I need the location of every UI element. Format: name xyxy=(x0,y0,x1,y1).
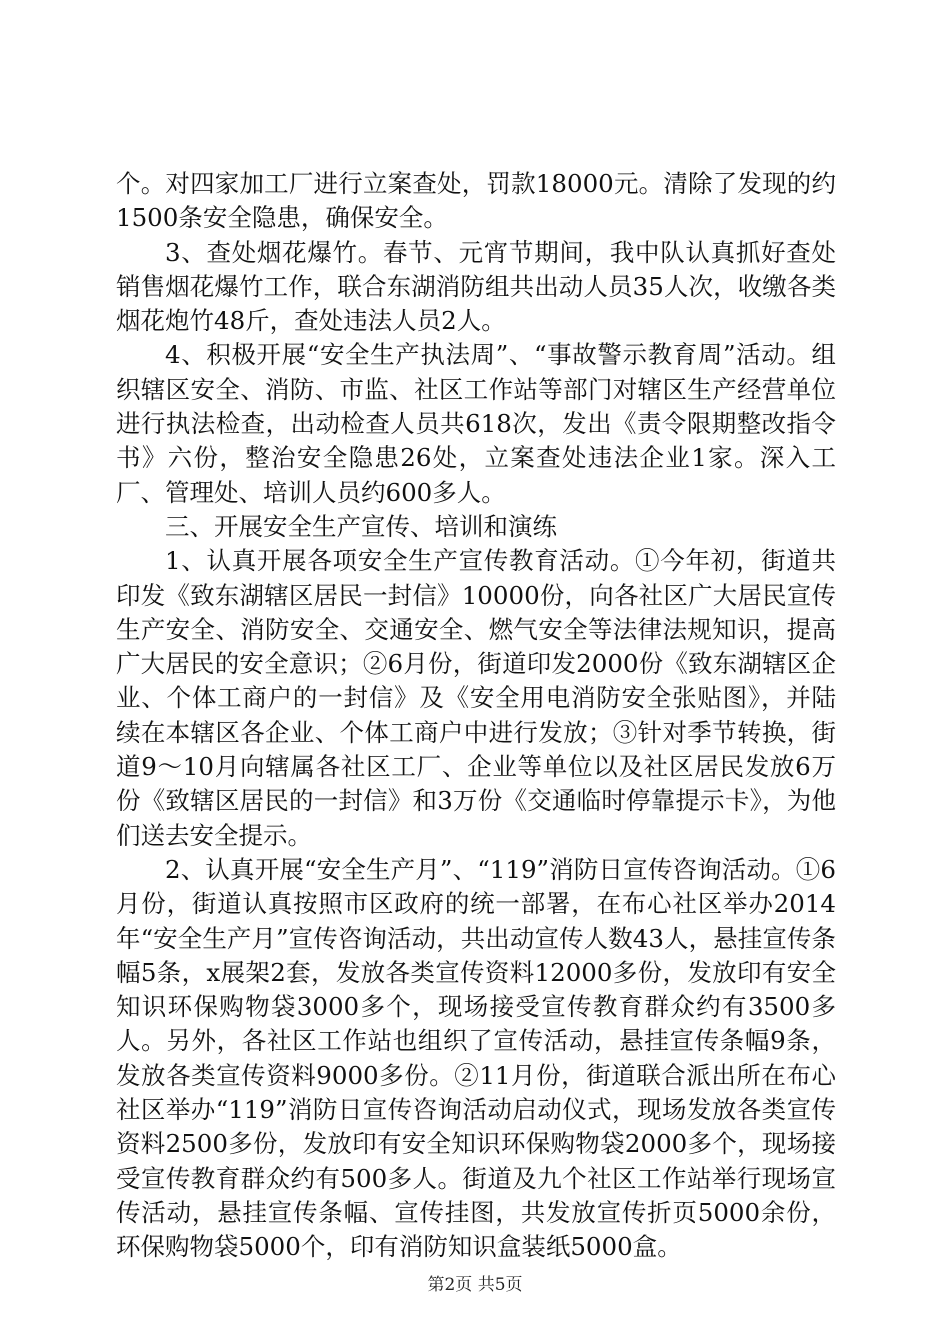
paragraph-continuation: 个。对四家加工厂进行立案查处，罚款18000元。清除了发现的约1500条安全隐患，确保安全。 xyxy=(116,169,836,233)
page-footer: 第2页 共5页 xyxy=(427,1275,523,1295)
paragraph-fireworks: 3、查处烟花爆竹。春节、元宵节期间，我中队认真抓好查处销售烟花爆竹工作，联合东湖消防组共出动人员35人次，收缴各类烟花炮竹48斤，查处违法人员2人。 xyxy=(116,237,836,336)
paragraph-enforcement-week: 4、积极开展“安全生产执法周”、“事故警示教育周”活动。组织辖区安全、消防、市监、社区工作站等部门对辖区生产经营单位进行执法检查，出动检查人员共618次，发出《责令限期整改指令书》六份，整治安全隐患26处，立案查处违法企业1家。深入工厂、管理处、培训人员约600多人。 xyxy=(116,340,836,507)
paragraph-publicity: 1、认真开展各项安全生产宣传教育活动。①今年初，街道共印发《致东湖辖区居民一封信》10000份，向各社区广大居民宣传生产安全、消防安全、交通安全、燃气安全等法律法规知识，提高广大居民的安全意识；②6月份，街道印发2000份《致东湖辖区企业、个体工商户的一封信》及《安全用电消防安全张贴图》，并陆续在本辖区各企业、个体工商户中进行发放；③针对季节转换，街道9～10月向辖属各社区工厂、企业等单位以及社区居民发放6万份《致辖区居民的一封信》和3万份《交通临时停靠提示卡》，为他们送去安全提示。 xyxy=(116,546,836,850)
paragraph-safety-month: 2、认真开展“安全生产月”、“119”消防日宣传咨询活动。①6月份，街道认真按照市区政府的统一部署，在布心社区举办2014年“安全生产月”宣传咨询活动，共出动宣传人数43人，悬挂宣传条幅5条，x展架2套，发放各类宣传资料12000多份，发放印有安全知识环保购物袋3000多个，现场接受宣传教育群众约有3500多人。另外，各社区工作站也组织了宣传活动，悬挂宣传条幅9条，发放各类宣传资料9000多份。②11月份，街道联合派出所在布心社区举办“119”消防日宣传咨询活动启动仪式，现场发放各类宣传资料2500多份，发放印有安全知识环保购物袋2000多个，现场接受宣传教育群众约有500多人。街道及九个社区工作站举行现场宣传活动，悬挂宣传条幅、宣传挂图，共发放宣传折页5000余份，环保购物袋5000个，印有消防知识盒装纸5000盒。 xyxy=(116,854,836,1262)
section-heading: 三、开展安全生产宣传、培训和演练 xyxy=(165,511,557,541)
body-text xyxy=(116,167,836,1265)
